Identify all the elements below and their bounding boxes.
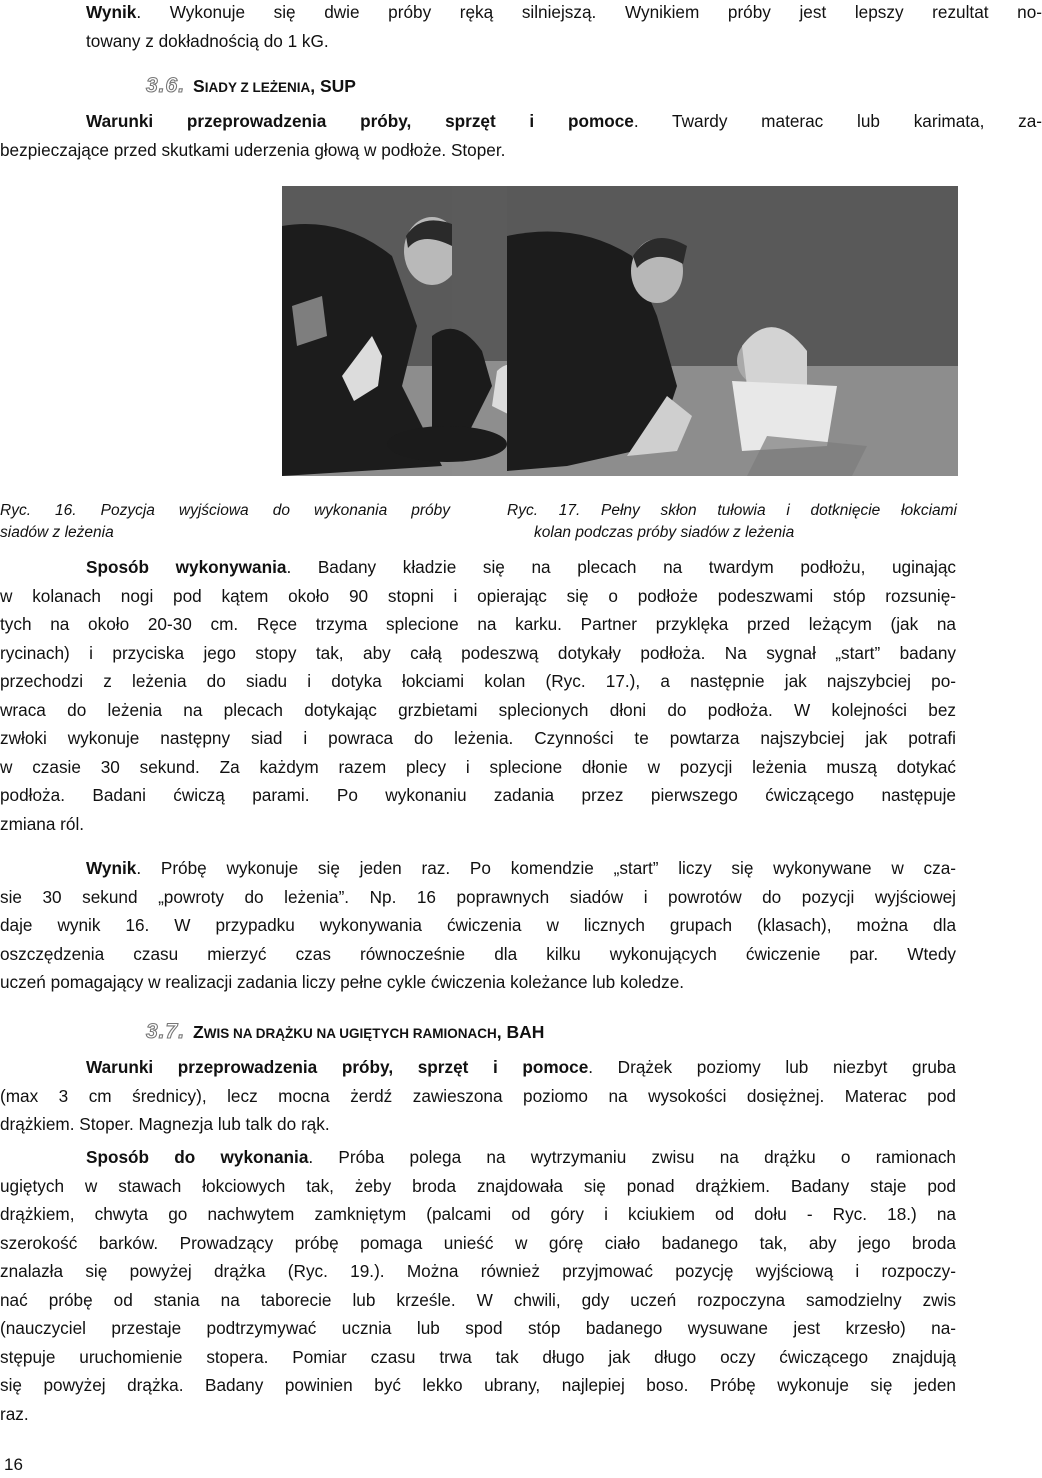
- section-heading-3-7: [146, 1020, 544, 1044]
- text-line: podłoża. Badani ćwiczą parami. Po wykonaniu zadania przez pierwszego ćwiczącego następuje: [0, 785, 956, 805]
- section-heading-3-6: [146, 74, 356, 98]
- text-line: [0, 553, 956, 582]
- text-line: ugiętych w stawach łokciowych tak, żeby broda znajdowała się ponad drążkiem. Badany staje pod: [0, 1175, 956, 1196]
- text-span: . Próbę wykonuje się jeden raz. Po komendzie „start” liczy się wykonywane w cza-: [136, 858, 956, 878]
- conditions-paragraph: [0, 107, 1042, 136]
- title-part: S: [193, 76, 205, 96]
- text-line: znalazła się powyżej drążka (Ryc. 19.). Można również przyjmować pozycję wyjściową i rozpoczy-: [0, 1261, 956, 1281]
- method-label: Sposób wykonywania: [86, 557, 287, 577]
- text-line: raz.: [0, 1403, 29, 1424]
- text-line: daje wynik 16. W przypadku wykonywania ćwiczenia w licznych grupach (klasach), można dla: [0, 915, 956, 935]
- text-line: szerokość barków. Prowadzący próbę pomaga unieść w górę ciało badanego tak, aby jego broda: [0, 1232, 956, 1253]
- page-number: 16: [4, 1455, 23, 1474]
- text-line: [0, 1053, 956, 1082]
- text-line: rycinach) i przyciska jego stopy tak, aby całą podeszwą dotykały podłoża. Na sygnał „start” badany: [0, 642, 956, 663]
- caption-line: [507, 500, 957, 522]
- title-part: Z: [193, 1022, 204, 1042]
- section-title: [193, 1022, 544, 1042]
- section-number: 3.7.: [146, 1020, 186, 1043]
- text-line: nać próbę od stania na taborecie lub krześle. W chwili, gdy uczeń rozpoczyna samodzielny zwis: [0, 1289, 956, 1310]
- title-part: WIS NA DRĄŻKU NA UGIĘTYCH RAMIONACH: [203, 1026, 497, 1041]
- method-paragraph-3-7: [0, 1143, 956, 1428]
- text-line: stępuje uruchomienie stopera. Pomiar czasu trwa tak długo jak długo oczy ćwiczącego znajdują: [0, 1346, 956, 1367]
- caption-text: Pełny skłon tułowia i dotknięcie łokciami: [600, 502, 957, 519]
- text-span: . Drążek poziomy lub niezbyt gruba: [588, 1057, 956, 1077]
- photo-illustration: [507, 186, 958, 476]
- conditions-paragraph-3-7: [0, 1053, 956, 1139]
- caption-text: Pozycja wyjściowa do wykonania próby: [100, 502, 450, 519]
- text-line: (nauczyciel przestaje podtrzymywać ucznia lub spod stóp badanego wysuwane jest krzesło) na-: [0, 1318, 956, 1338]
- text-line: zwłoki wykonuje następny siad i powraca do leżenia. Czynności te powtarza najszybciej jak potrafi: [0, 728, 956, 748]
- conditions-paragraph-cont: [0, 136, 956, 165]
- text-span: . Wykonuje się dwie próby ręką silniejszą. Wynikiem próby jest lepszy rezultat no-: [136, 2, 1042, 22]
- text-line: [0, 1143, 956, 1172]
- caption-line: [0, 500, 450, 522]
- title-part: , SUP: [310, 76, 356, 96]
- text-line: [86, 0, 1042, 27]
- text-line: drążkiem. Stoper. Magnezja lub talk do rąk.: [0, 1114, 330, 1134]
- text-line: tych na około 20-30 cm. Ręce trzyma splecione na karku. Partner przyklęka przed leżącym (jak na: [0, 614, 956, 634]
- text-line: uczeń pomagający w realizacji zadania liczy pełne cykle ćwiczenia koleżance lub koledze.: [0, 972, 685, 992]
- text-line: wraca do leżenia na plecach dotykając grzbietami splecionych dłoni do podłoża. W kolejności bez: [0, 699, 956, 720]
- text-span: . Badany kładzie się na plecach na twardym podłożu, uginając: [286, 557, 956, 577]
- text-line: bezpieczające przed skutkami uderzenia głową w podłoże. Stoper.: [0, 140, 506, 160]
- text-line: oszczędzenia czasu mierzyć czas równocześnie dla kilku wykonujących ćwiczenie par. Wtedy: [0, 943, 956, 964]
- section-number: 3.6.: [146, 74, 186, 97]
- text-line: w czasie 30 sekund. Za każdym razem plecy i splecione dłonie w pozycji leżenia muszą dotykać: [0, 756, 956, 777]
- title-part: , BAH: [496, 1022, 545, 1042]
- result-label: Wynik: [86, 2, 137, 22]
- figure-17-caption: [507, 500, 957, 544]
- text-span: . Twardy materac lub karimata, za-: [633, 111, 1042, 131]
- figure-17-photo: [507, 186, 958, 476]
- text-line: [0, 854, 956, 883]
- figure-label: Ryc. 16.: [0, 502, 77, 519]
- figure-label: Ryc. 17.: [507, 502, 581, 519]
- conditions-label: Warunki przeprowadzenia próby, sprzęt i pomoce: [86, 1057, 589, 1077]
- method-label: Sposób do wykonania: [86, 1147, 309, 1167]
- figure-16-caption: [0, 500, 450, 544]
- section-title: [193, 76, 356, 96]
- method-paragraph: [0, 553, 956, 838]
- result-label: Wynik: [86, 858, 137, 878]
- intro-paragraph: [0, 0, 1042, 55]
- text-line: towany z dokładnością do 1 kG.: [86, 30, 329, 51]
- text-line: drążkiem, chwyta go nachwytem zamkniętym (palcami od góry i kciukiem od dołu - Ryc. 18.) na: [0, 1204, 956, 1224]
- title-part: IADY Z LEŻENIA: [204, 80, 311, 95]
- text-line: sie 30 sekund „powroty do leżenia”. Np. 16 poprawnych siadów i powrotów do pozycji wyjściowej: [0, 886, 956, 907]
- caption-line: siadów z leżenia: [0, 524, 114, 541]
- caption-line: kolan podczas próby siadów z leżenia: [534, 524, 795, 541]
- text-line: w kolanach nogi pod kątem około 90 stopni i opierając się o podłoże podeszwami stóp rozsunię-: [0, 585, 956, 606]
- text-line: przechodzi z leżenia do siadu i dotyka łokciami kolan (Ryc. 17.), a następnie jak najszybciej po-: [0, 671, 956, 691]
- text-line: (max 3 cm średnicy), lecz mocna żerdź zawieszona poziomo na wysokości dosiężnej. Materac pod: [0, 1085, 956, 1106]
- conditions-label: Warunki przeprowadzenia próby, sprzęt i pomoce: [86, 111, 634, 131]
- text-span: . Próba polega na wytrzymaniu zwisu na drążku o ramionach: [308, 1147, 956, 1167]
- text-line: [86, 107, 1042, 136]
- text-line: zmiana ról.: [0, 813, 85, 834]
- result-paragraph: [0, 854, 956, 997]
- text-line: się powyżej drążka. Badany powinien być lekko ubrany, najlepiej boso. Próbę wykonuje się jeden: [0, 1375, 956, 1395]
